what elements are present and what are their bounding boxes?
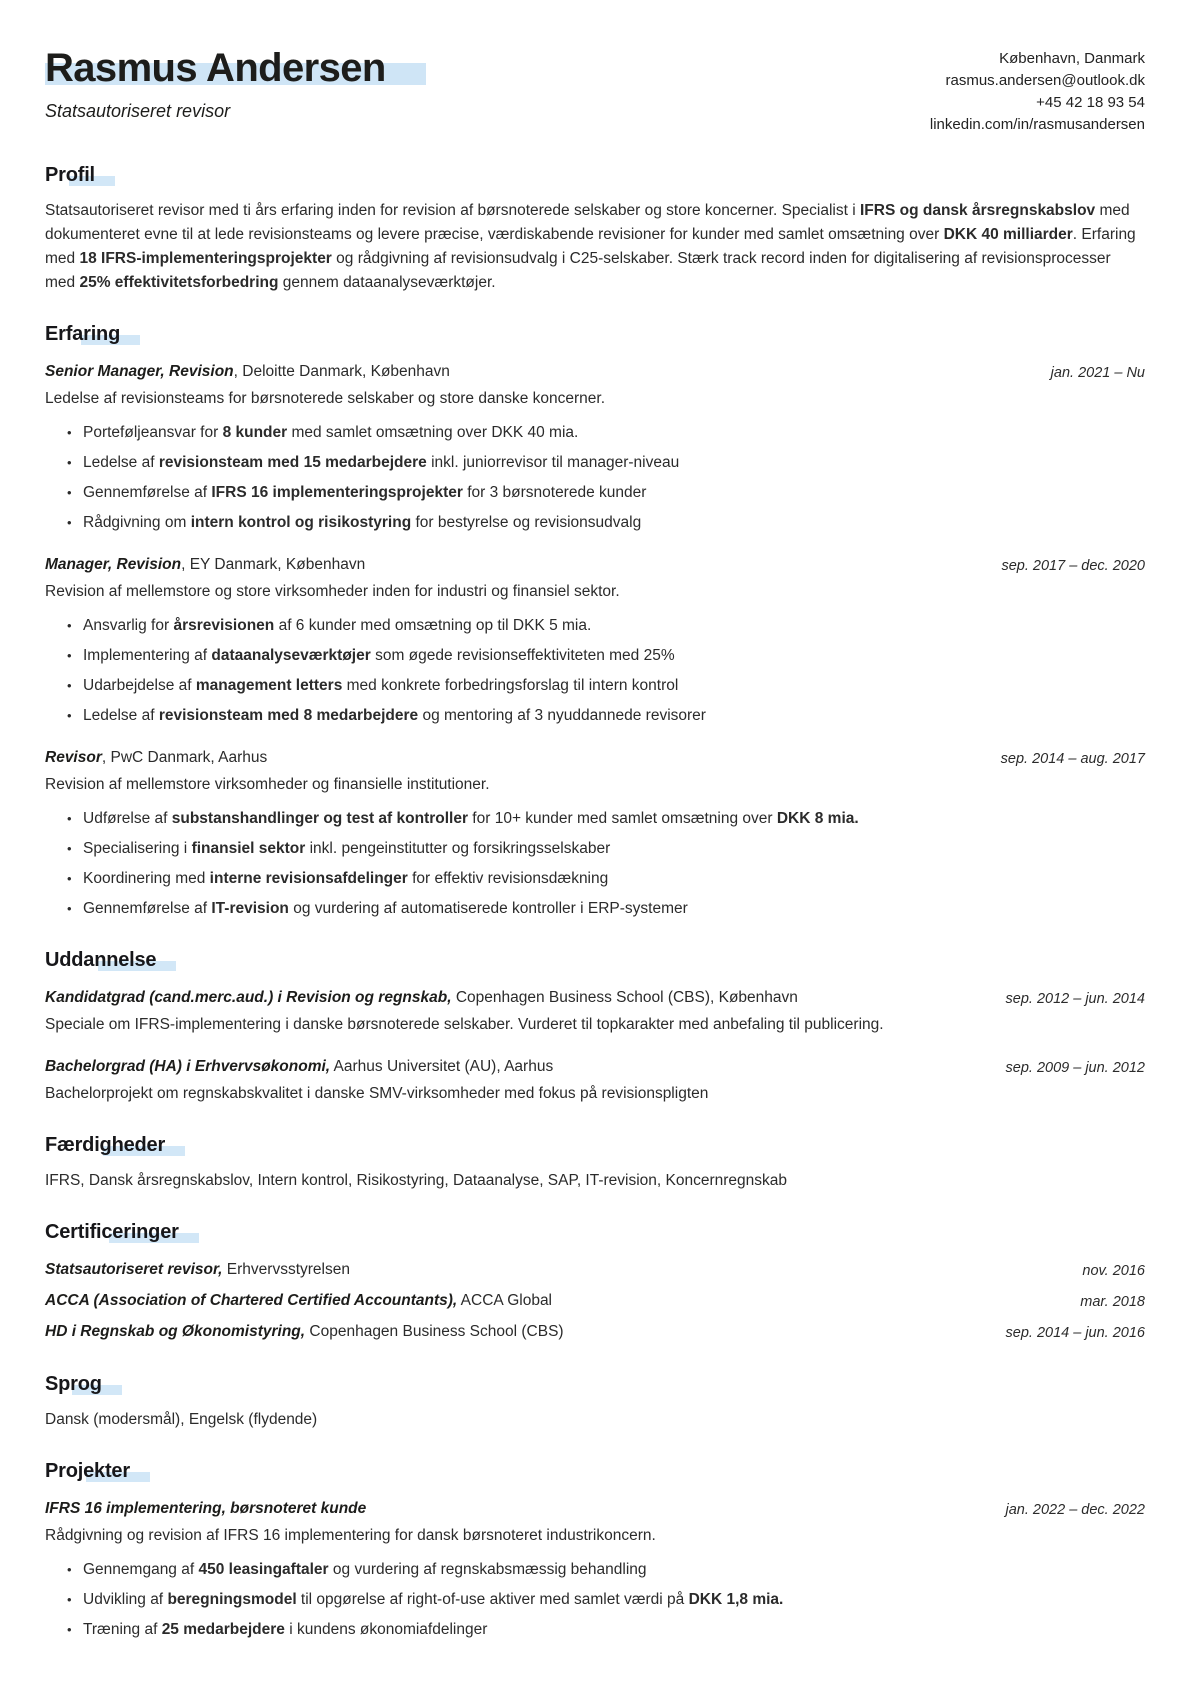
bullet-item (67, 897, 1145, 921)
entry (45, 1320, 1145, 1345)
text-run: Gennemførelse af (83, 484, 212, 501)
text-run: 8 kunder (222, 424, 288, 441)
text-run: finansiel sektor (191, 840, 306, 857)
entry (45, 360, 1145, 535)
entry (45, 1258, 1145, 1283)
entry-date: nov. 2016 (1082, 1263, 1145, 1279)
text-run: 450 leasingaftaler (198, 1561, 329, 1578)
section-heading-faerdigheder: Færdigheder (45, 1134, 166, 1156)
entry-org: Erhvervsstyrelsen (222, 1261, 350, 1278)
bullet-list (45, 807, 1145, 921)
text-run: for bestyrelse og revisionsudvalg (411, 514, 642, 531)
bullet-item (67, 1588, 1145, 1612)
text-run: IT-revision (211, 900, 289, 917)
entry-role: Revisor (45, 749, 102, 766)
person-job-title: Statsautoriseret revisor (45, 100, 231, 121)
entry-header (45, 1289, 1145, 1314)
resume-header (45, 46, 1145, 136)
entry (45, 746, 1145, 921)
text-run: 25% effektivitetsforbedring (79, 274, 279, 291)
bullet-item (67, 704, 1145, 728)
text-run: Koordinering med (83, 870, 210, 887)
text-run: Ledelse af (83, 454, 159, 471)
text-run: interne revisionsafdelinger (209, 870, 408, 887)
text-run: substanshandlinger og test af kontroller (171, 810, 468, 827)
section-paragraph-sprog (45, 1408, 1145, 1432)
entry-date: mar. 2018 (1080, 1294, 1145, 1310)
bullet-item (67, 807, 1145, 831)
entry-role: Manager, Revision (45, 556, 182, 573)
entry-role: Statsautoriseret revisor, (45, 1261, 223, 1278)
entry-org: ACCA Global (457, 1292, 553, 1309)
text-run: Dansk (modersmål), Engelsk (flydende) (45, 1411, 318, 1428)
entry-org: Copenhagen Business School (CBS) (305, 1323, 564, 1340)
entry-title (45, 986, 798, 1011)
entry (45, 553, 1145, 728)
text-run: for 3 børsnoterede kunder (462, 484, 647, 501)
text-run: 25 medarbejdere (161, 1621, 285, 1638)
text-run: gennem dataanalyseværktøjer. (278, 274, 496, 291)
bullet-item (67, 614, 1145, 638)
contact-phone: +45 42 18 93 54 (1036, 94, 1145, 111)
section-heading-sprog: Sprog (45, 1373, 102, 1395)
text-run: med dokumenteret evne til at lede revisionsteams og levere præcise, værdiskabende revisioner for kunder med samlet omsætning over (45, 202, 1130, 243)
text-run: 18 IFRS-implementeringsprojekter (79, 250, 332, 267)
text-run: som øgede revisionseffektiviteten med 25% (370, 647, 675, 664)
text-run: management letters (195, 677, 343, 694)
entry-header (45, 746, 1145, 771)
text-run: Gennemførelse af (83, 900, 212, 917)
section-heading-uddannelse: Uddannelse (45, 949, 157, 971)
text-run: Udførelse af (83, 810, 172, 827)
section-projekter (45, 1460, 1145, 1642)
entry-date: sep. 2009 – jun. 2012 (1005, 1060, 1145, 1076)
contact-location: København, Danmark (999, 50, 1145, 67)
contact-email: rasmus.andersen@outlook.dk (945, 72, 1145, 89)
bullet-list (45, 614, 1145, 728)
name-highlight: Rasmus Andersen (45, 46, 426, 90)
entry-header (45, 986, 1145, 1011)
text-run: DKK 1,8 mia. (688, 1591, 784, 1608)
text-run: og rådgivning af revisionsudvalg i C25-selskaber. Stærk track record inden for digitalisering af revisionsprocesser med (45, 250, 1111, 291)
text-run: revisionsteam med 8 medarbejdere (158, 707, 419, 724)
text-run: Porteføljeansvar for (83, 424, 223, 441)
entry-header (45, 553, 1145, 578)
section-paragraph-profil (45, 199, 1145, 295)
entry (45, 1055, 1145, 1106)
text-run: IFRS og dansk årsregnskabslov (860, 202, 1096, 219)
entry-role: ACCA (Association of Chartered Certified Accountants), (45, 1292, 458, 1309)
text-run: Statsautoriseret revisor med ti års erfaring inden for revision af børsnoterede selskaber og store koncerner. Specialist i (45, 202, 860, 219)
entry-role: HD i Regnskab og Økonomistyring, (45, 1323, 306, 1340)
section-heading-certificeringer: Certificeringer (45, 1221, 179, 1243)
section-faerdigheder (45, 1134, 1145, 1193)
text-run: årsrevisionen (173, 617, 275, 634)
text-run: Ansvarlig for (83, 617, 174, 634)
text-run: Træning af (83, 1621, 162, 1638)
entry (45, 986, 1145, 1037)
entry-role: Senior Manager, Revision (45, 363, 234, 380)
text-run: for 10+ kunder med samlet omsætning over (468, 810, 777, 827)
section-heading-profil: Profil (45, 164, 95, 186)
text-run: for effektiv revisionsdækning (407, 870, 609, 887)
entry-description: Speciale om IFRS-implementering i danske børsnoterede selskaber. Vurderet til topkarakter med anbefaling til publicering. (45, 1016, 884, 1033)
text-run: inkl. juniorrevisor til manager-niveau (426, 454, 680, 471)
bullet-item (67, 644, 1145, 668)
text-run: DKK 40 milliarder (943, 226, 1073, 243)
section-erfaring (45, 323, 1145, 921)
contact-linkedin: linkedin.com/in/rasmusandersen (929, 116, 1145, 133)
section-uddannelse (45, 949, 1145, 1106)
text-run: og vurdering af automatiserede kontroller i ERP-systemer (288, 900, 688, 917)
text-run: revisionsteam med 15 medarbejdere (158, 454, 427, 471)
entry-date: sep. 2014 – aug. 2017 (1000, 751, 1145, 767)
text-run: Udvikling af (83, 1591, 168, 1608)
text-run: intern kontrol og risikostyring (190, 514, 412, 531)
bullet-item (67, 674, 1145, 698)
entry-title (45, 1258, 350, 1283)
header-left (45, 46, 426, 122)
entry-role: Kandidatgrad (cand.merc.aud.) i Revision og regnskab, (45, 989, 452, 1006)
entry-org: , Deloitte Danmark, København (233, 363, 450, 380)
text-run: Implementering af (83, 647, 212, 664)
entry-description: Rådgivning og revision af IFRS 16 implementering for dansk børsnoteret industrikoncern. (45, 1527, 656, 1544)
entry-title (45, 360, 450, 385)
person-name (45, 46, 426, 91)
entry-header (45, 1497, 1145, 1522)
entry-header (45, 360, 1145, 385)
entry-date: jan. 2021 – Nu (1050, 365, 1145, 381)
entry-date: sep. 2014 – jun. 2016 (1005, 1325, 1145, 1341)
entry-org: Aarhus Universitet (AU), Aarhus (330, 1058, 554, 1075)
text-run: IFRS, Dansk årsregnskabslov, Intern kontrol, Risikostyring, Dataanalyse, SAP, IT-revision, Koncernregnskab (45, 1172, 788, 1189)
entry-description: Revision af mellemstore virksomheder og finansielle institutioner. (45, 776, 490, 793)
entry (45, 1289, 1145, 1314)
bullet-item (67, 837, 1145, 861)
text-run: Udarbejdelse af (83, 677, 196, 694)
entry (45, 1497, 1145, 1642)
entry-org: , PwC Danmark, Aarhus (101, 749, 268, 766)
section-sprog (45, 1373, 1145, 1432)
entry-org: , EY Danmark, København (181, 556, 366, 573)
bullet-item (67, 1618, 1145, 1642)
bullet-list (45, 421, 1145, 535)
entry-description: Revision af mellemstore og store virksomheder inden for industri og finansiel sektor. (45, 583, 620, 600)
text-run: med konkrete forbedringsforslag til intern kontrol (342, 677, 679, 694)
section-certificeringer (45, 1221, 1145, 1345)
text-run: . Erfaring med (45, 226, 1136, 267)
section-paragraph-faerdigheder (45, 1169, 1145, 1193)
text-run: Gennemgang af (83, 1561, 199, 1578)
contact-block (930, 46, 1145, 136)
entry-title (45, 1055, 553, 1080)
bullet-item (67, 421, 1145, 445)
entry-role: IFRS 16 implementering, børsnoteret kunde (45, 1500, 367, 1517)
text-run: DKK 8 mia. (776, 810, 859, 827)
text-run: og mentoring af 3 nyuddannede revisorer (418, 707, 706, 724)
entry-date: sep. 2017 – dec. 2020 (1001, 558, 1145, 574)
text-run: til opgørelse af right-of-use aktiver med samlet værdi på (296, 1591, 689, 1608)
entry-title (45, 746, 267, 771)
entry-title (45, 1289, 552, 1314)
bullet-item (67, 1558, 1145, 1582)
text-run: i kundens økonomiafdelinger (284, 1621, 488, 1638)
entry-header (45, 1258, 1145, 1283)
bullet-item (67, 451, 1145, 475)
entry-header (45, 1055, 1145, 1080)
text-run: med samlet omsætning over DKK 40 mia. (287, 424, 579, 441)
text-run: IFRS 16 implementeringsprojekter (211, 484, 463, 501)
entry-header (45, 1320, 1145, 1345)
bullet-item (67, 511, 1145, 535)
entry-title (45, 553, 365, 578)
entry-org: Copenhagen Business School (CBS), København (451, 989, 798, 1006)
entry-description: Bachelorprojekt om regnskabskvalitet i danske SMV-virksomheder med fokus på revisionspligten (45, 1085, 709, 1102)
entry-role: Bachelorgrad (HA) i Erhvervsøkonomi, (45, 1058, 331, 1075)
entry-title (45, 1320, 564, 1345)
text-run: dataanalyseværktøjer (211, 647, 371, 664)
section-heading-projekter: Projekter (45, 1460, 130, 1482)
resume-sections (45, 164, 1145, 1642)
text-run: og vurdering af regnskabsmæssig behandling (328, 1561, 647, 1578)
section-profil (45, 164, 1145, 295)
text-run: af 6 kunder med omsætning op til DKK 5 mia. (274, 617, 592, 634)
entry-date: sep. 2012 – jun. 2014 (1005, 991, 1145, 1007)
text-run: beregningsmodel (167, 1591, 297, 1608)
entry-date: jan. 2022 – dec. 2022 (1005, 1502, 1145, 1518)
bullet-list (45, 1558, 1145, 1642)
bullet-item (67, 867, 1145, 891)
entry-description: Ledelse af revisionsteams for børsnoterede selskaber og store danske koncerner. (45, 390, 606, 407)
text-run: Rådgivning om (83, 514, 191, 531)
bullet-item (67, 481, 1145, 505)
text-run: Specialisering i (83, 840, 192, 857)
text-run: Ledelse af (83, 707, 159, 724)
entry-title (45, 1497, 366, 1522)
section-heading-erfaring: Erfaring (45, 323, 121, 345)
text-run: inkl. pengeinstitutter og forsikringsselskaber (305, 840, 611, 857)
